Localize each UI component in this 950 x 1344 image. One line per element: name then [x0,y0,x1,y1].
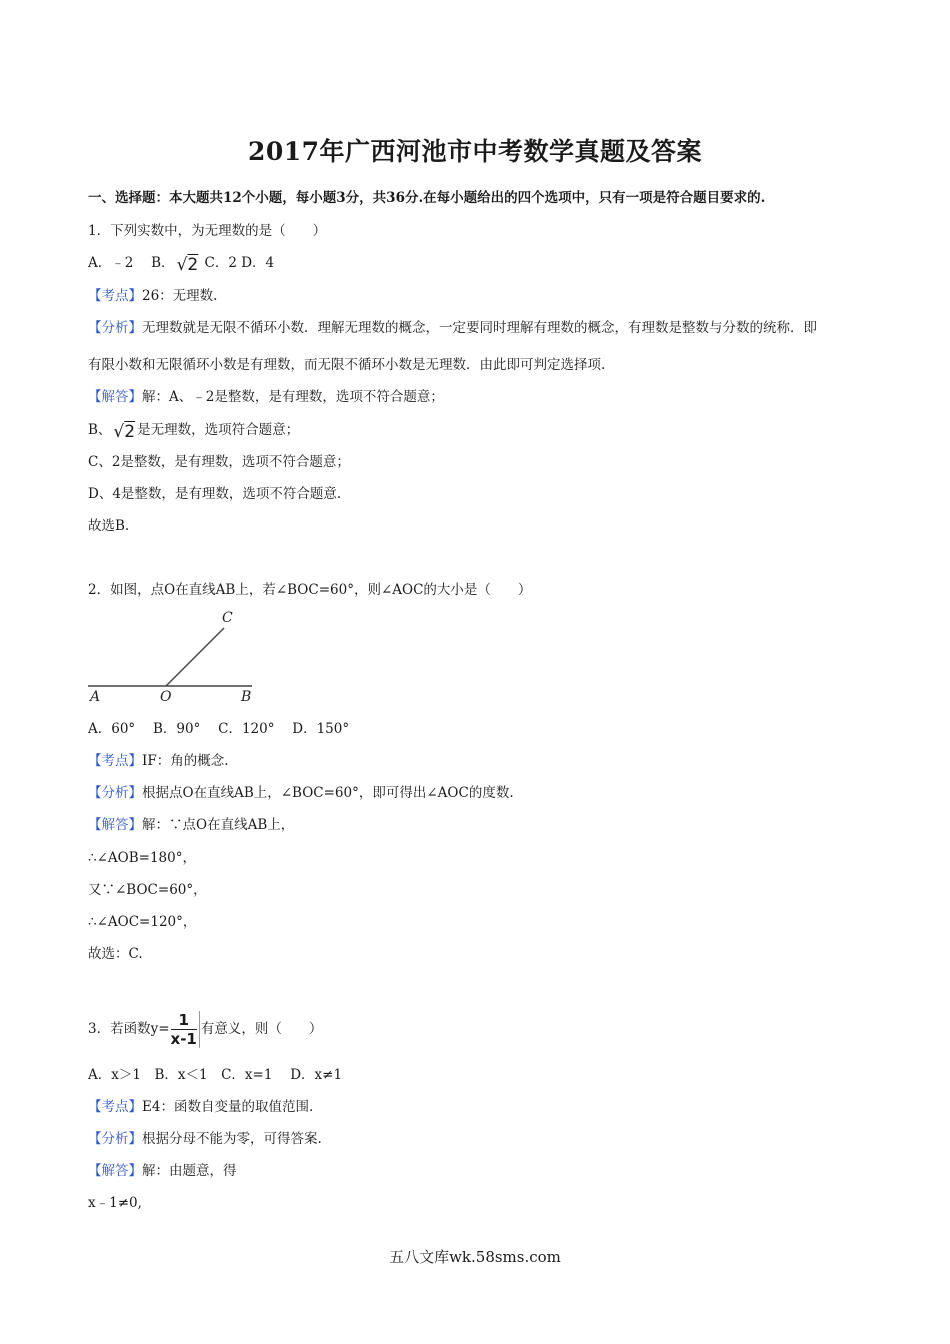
angle-figure [88,606,258,708]
label-a: A [90,689,101,704]
q1-kaodian [88,286,217,306]
jieda-tag: 【解答】 [88,817,142,833]
q3-jieda [88,1161,237,1181]
q1-jieda [88,387,444,407]
q3-jieda-text: 解：由题意，得 [142,1163,237,1179]
q1-fenxi [88,318,817,338]
q1-fenxi-cont: 有限小数和无限循环小数是有理数，而无限不循环小数是无理数．由此即可判定选择项. [88,357,606,373]
q2-kaodian-text: IF：角的概念. [142,753,229,769]
q1-line-c: C、2是整数，是有理数，选项不符合题意； [88,454,350,470]
q2-step1: ∴∠AOB=180°， [88,850,196,866]
q2-question: 2．如图，点O在直线AB上，若∠BOC=60°，则∠AOC的大小是（ ） [88,582,532,598]
q2-step2: 又∵∠BOC=60°， [88,882,207,898]
q1-options-rest: C．2 D．4 [200,255,275,271]
q2-fenxi-text: 根据点O在直线AB上，∠BOC=60°，即可得出∠AOC的度数. [142,785,514,801]
q2-step3: ∴∠AOC=120°， [88,914,197,930]
label-c: C [222,610,233,626]
sqrt-symbol: √2 [176,255,199,275]
q3-step1: x﹣1≠0, [88,1195,142,1211]
kaodian-tag: 【考点】 [88,1099,142,1115]
q1-line-b [88,420,299,442]
jieda-tag: 【解答】 [88,389,142,405]
q1-options-radicand: 2 [187,255,199,275]
q1-line-d: D、4是整数，是有理数，选项不符合题意. [88,486,342,502]
q1-fenxi-text1: 无理数就是无限不循环小数．理解无理数的概念，一定要同时理解有理数的概念，有理数是整数与分数的统称．即 [142,320,817,336]
q2-fenxi [88,783,514,803]
q1-line-b-suffix: 是无理数，选项符合题意； [137,422,300,438]
q1-line-b-radicand: 2 [124,422,136,442]
q1-kaodian-text: 26：无理数. [142,288,218,304]
q3-fenxi-text: 根据分母不能为零，可得答案. [142,1131,322,1147]
q2-kaodian [88,751,229,771]
q1-options-a: A．﹣2 B． [88,255,175,271]
q3-kaodian [88,1097,313,1117]
section-heading: 一、选择题：本大题共12个小题，每小题3分，共36分.在每小题给出的四个选项中，只有一项是符合题目要求的. [88,190,766,206]
jieda-tag: 【解答】 [88,1163,142,1179]
q3-question-prefix: 3．若函数y= [88,1021,170,1037]
fenxi-tag: 【分析】 [88,320,142,336]
angle-diagram [88,606,258,704]
fenxi-tag: 【分析】 [88,785,142,801]
sqrt-symbol: √2 [113,422,136,442]
q3-fenxi [88,1129,322,1149]
q2-answer: 故选：C. [88,946,143,962]
q3-kaodian-text: E4：函数自变量的取值范围. [142,1099,314,1115]
q1-question: 1．下列实数中，为无理数的是（ ） [88,223,327,239]
q1-options [88,253,274,275]
label-b: B [241,689,252,704]
q1-jieda-text: 解：A、﹣2是整数，是有理数，选项不符合题意； [142,389,444,405]
q2-jieda [88,815,294,835]
q2-jieda-text: 解：∵点O在直线AB上， [142,817,295,833]
q3-options: A．x＞1 B．x＜1 C．x=1 D．x≠1 [88,1067,343,1083]
q2-options: A．60° B．90° C．120° D．150° [88,721,350,737]
label-o: O [160,689,172,704]
page-title: 2017年广西河池市中考数学真题及答案 [247,137,703,166]
kaodian-tag: 【考点】 [88,753,142,769]
q3-question [88,1007,322,1051]
fenxi-tag: 【分析】 [88,1131,142,1147]
q3-question-suffix: 有意义，则（ ） [200,1021,323,1037]
q1-line-b-prefix: B、 [88,422,112,438]
kaodian-tag: 【考点】 [88,288,142,304]
fraction-numerator: 1 [178,1011,189,1029]
q1-answer: 故选B. [88,518,130,534]
fraction [171,1011,200,1048]
footer-watermark: 五八文库wk.58sms.com [389,1248,561,1266]
fraction-denominator: x-1 [170,1030,197,1048]
